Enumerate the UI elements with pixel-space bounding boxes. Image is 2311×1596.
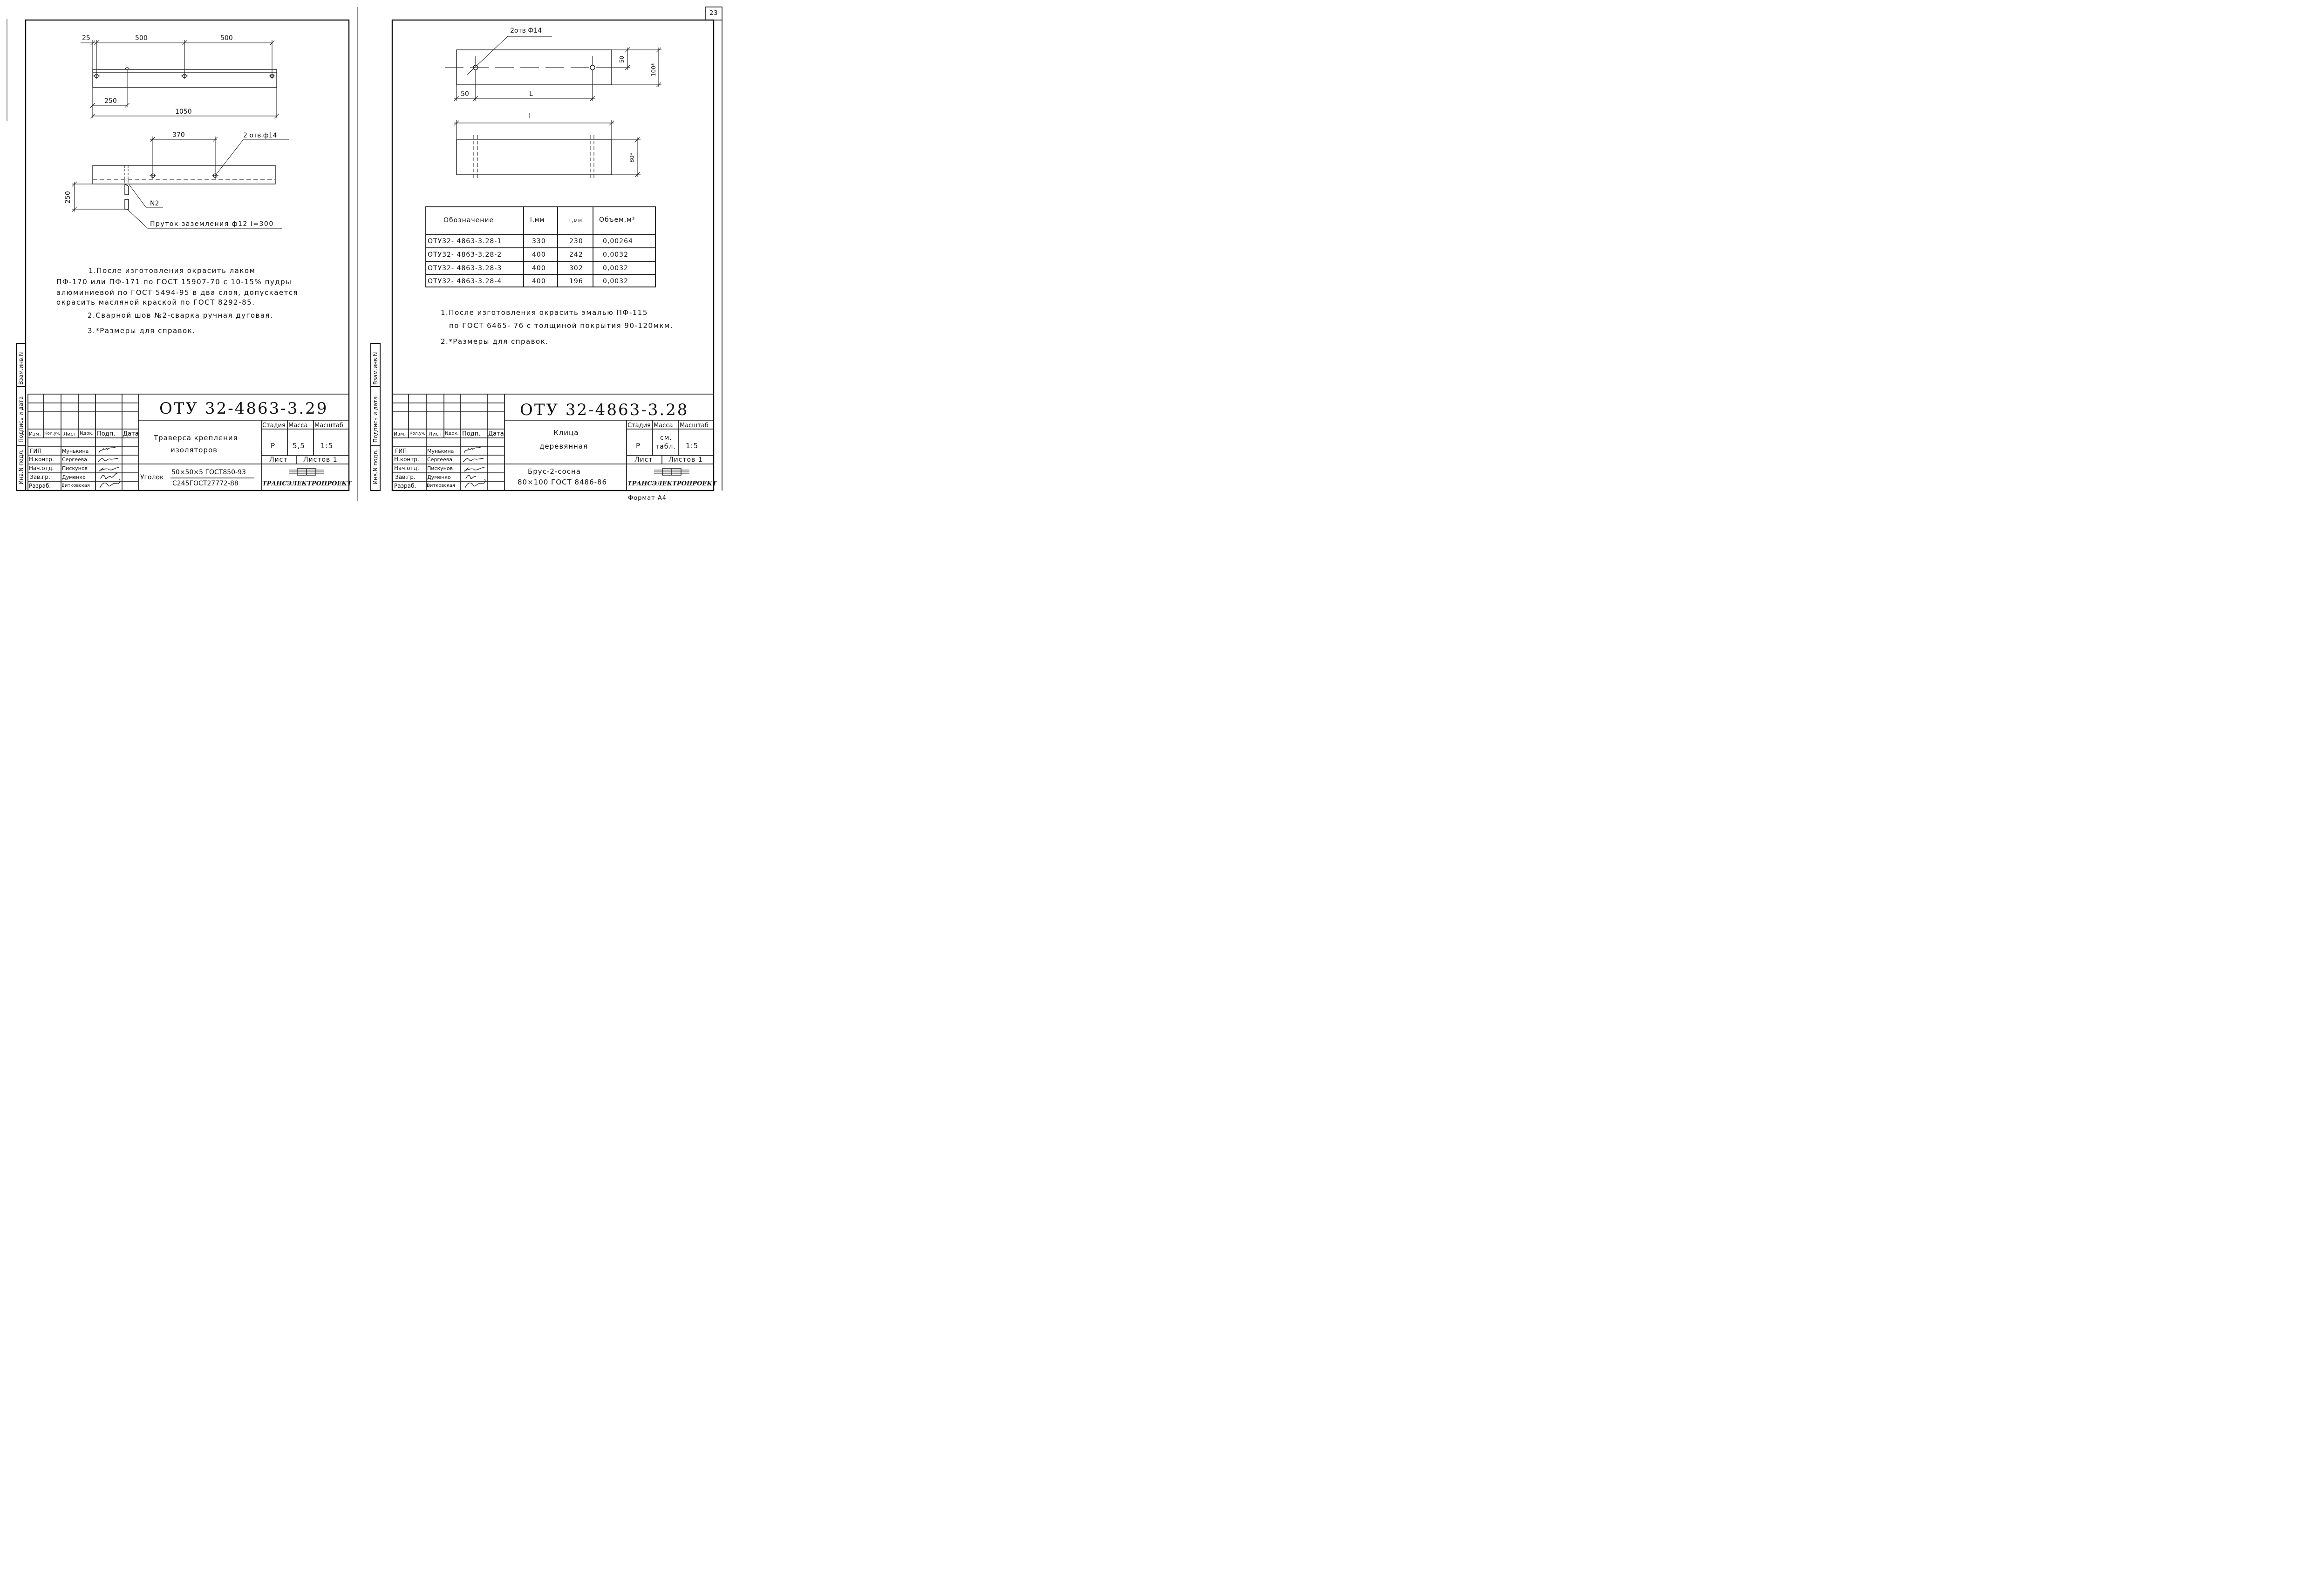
- table-row-3-designation: ОТУ32- 4863-3.28-3: [428, 265, 502, 272]
- dim-500-b: 500: [220, 34, 233, 42]
- mass-line1-right: см.: [660, 434, 672, 442]
- stamp-h-ndok-left: Nдок.: [80, 431, 94, 436]
- title-line2-right: деревянная: [539, 442, 588, 450]
- side-label-vzam-left: Взам.инв.N: [18, 352, 24, 385]
- label-weld-n2: N2: [150, 200, 159, 207]
- table-header-l: l,мм: [530, 217, 545, 224]
- material-line1-right: Брус-2-сосна: [528, 467, 581, 476]
- label-grounding-rod: Пруток заземления ф12 l=300: [150, 220, 274, 228]
- stamp-h-izm-right: Изм.: [394, 431, 406, 437]
- firm-name-right: ТРАНСЭЛЕКТРОПРОЕКТ: [627, 480, 717, 487]
- table-row-1-L: 230: [569, 238, 583, 245]
- dim-50-horizontal: 50: [461, 90, 469, 98]
- role-4-left: Разраб.: [29, 483, 51, 489]
- side-label-sign-left: Подпись и дата: [18, 396, 24, 443]
- table-row-3-L: 302: [569, 265, 583, 272]
- scale-value-left: 1:5: [320, 442, 334, 450]
- role-4-right: Разраб.: [394, 483, 416, 489]
- table-header-volume: Объем,м³: [599, 216, 635, 224]
- title-line2-left: изоляторов: [170, 446, 218, 454]
- name-2-left: Пискунов: [62, 465, 88, 471]
- col-scale-left: Масштаб: [314, 422, 343, 429]
- name-3-left: Думенко: [62, 474, 86, 480]
- note-1b-left: ПФ-170 или ПФ-171 по ГОСТ 15907-70 с 10-15% пудры: [56, 278, 292, 286]
- signatures-right: [0, 0, 730, 504]
- side-label-inv-right: Инв.N подл.: [372, 449, 379, 484]
- stamp-h-kolu-right: Кол.уч.: [409, 431, 426, 436]
- stamp-h-podp-right: Подп.: [462, 430, 481, 437]
- stage-value-right: Р: [636, 442, 641, 450]
- table-header-L: L,мм: [568, 218, 583, 224]
- note-1a-left: 1.После изготовления окрасить лаком: [89, 266, 256, 275]
- name-2-right: Пискунов: [427, 465, 453, 471]
- note-3-left: 3.*Размеры для справок.: [88, 327, 196, 335]
- col-stage-right: Стадия: [627, 422, 651, 429]
- table-row-4-designation: ОТУ32- 4863-3.28-4: [428, 278, 502, 285]
- role-1-left: Н.контр.: [29, 456, 54, 463]
- dim-1050: 1050: [175, 108, 192, 116]
- dim-L: L: [529, 90, 533, 98]
- label-holes-right: 2отв Ф14: [510, 27, 542, 34]
- table-row-1-designation: ОТУ32- 4863-3.28-1: [428, 238, 502, 245]
- role-2-left: Нач.отд.: [29, 465, 54, 471]
- label-holes-left: 2 отв.ф14: [243, 132, 277, 139]
- mass-value-left: 5,5: [293, 442, 305, 450]
- col-mass-left: Масса: [288, 422, 308, 429]
- table-row-1-volume: 0,00264: [603, 238, 633, 245]
- role-0-right: ГИП: [395, 448, 407, 454]
- stamp-h-list-right: Лист: [429, 431, 442, 437]
- material-line2-right: 80×100 ГОСТ 8486-86: [518, 478, 607, 486]
- note-1a-right: 1.После изготовления окрасить эмалью ПФ-115: [441, 308, 648, 317]
- dim-250: 250: [104, 97, 117, 105]
- firm-name-left: ТРАНСЭЛЕКТРОПРОЕКТ: [262, 480, 352, 487]
- name-4-right: Витковская: [427, 483, 455, 488]
- role-1-right: Н.контр.: [394, 456, 419, 463]
- stage-value-left: Р: [271, 442, 276, 450]
- role-3-right: Зав.гр.: [395, 474, 416, 480]
- dim-100-vertical: 100*: [650, 63, 657, 76]
- material-prefix-left: Уголок: [140, 474, 164, 481]
- table-row-3-volume: 0,0032: [603, 265, 628, 272]
- name-0-left: Мунькина: [62, 448, 89, 454]
- name-1-left: Сергеева: [62, 457, 87, 463]
- mass-line2-right: табл.: [655, 443, 676, 450]
- title-line1-right: Клица: [553, 429, 579, 437]
- sheets-count-left: Листов 1: [303, 456, 338, 464]
- table-row-2-L: 242: [569, 251, 583, 259]
- sheet-label-left: Лист: [269, 456, 288, 464]
- stamp-h-data-left: Дата: [123, 430, 139, 437]
- stamp-h-izm-left: Изм.: [29, 431, 41, 437]
- role-0-left: ГИП: [30, 448, 42, 454]
- table-row-4-volume: 0,0032: [603, 278, 628, 285]
- name-4-left: Витковская: [61, 483, 90, 488]
- name-3-right: Думенко: [427, 474, 451, 480]
- table-row-3-l: 400: [532, 265, 546, 272]
- table-row-4-l: 400: [532, 278, 546, 285]
- doc-code-right: ОТУ 32-4863-3.28: [520, 401, 689, 419]
- dim-80-vertical: 80*: [629, 152, 635, 163]
- stamp-h-podp-left: Подп.: [97, 430, 116, 437]
- dim-500-a: 500: [135, 34, 148, 42]
- sheet-label-right: Лист: [634, 456, 653, 464]
- note-1c-left: алюминиевой по ГОСТ 5494-95 в два слоя, допускается: [56, 288, 299, 297]
- note-2-right: 2.*Размеры для справок.: [441, 337, 549, 346]
- stamp-h-list-left: Лист: [63, 431, 76, 437]
- dim-25: 25: [82, 34, 90, 42]
- note-2-left: 2.Сварной шов №2-сварка ручная дуговая.: [88, 311, 273, 320]
- stamp-h-ndok-right: Nдок.: [445, 431, 459, 436]
- dim-l: l: [528, 113, 530, 120]
- page-number: 23: [709, 10, 718, 17]
- table-row-1-l: 330: [532, 238, 546, 245]
- dim-370: 370: [172, 131, 185, 139]
- name-0-right: Мунькина: [427, 448, 454, 454]
- col-scale-right: Масштаб: [680, 422, 709, 429]
- table-header-designation: Обозначение: [443, 217, 494, 224]
- col-stage-left: Стадия: [262, 422, 286, 429]
- dim-50-vertical: 50: [619, 55, 625, 63]
- note-1b-right: по ГОСТ 6465- 76 с толщиной покрытия 90-120мкм.: [449, 321, 673, 330]
- name-1-right: Сергеева: [427, 457, 452, 463]
- title-line1-left: Траверса крепления: [154, 434, 238, 442]
- note-1d-left: окрасить масляной краской по ГОСТ 8292-85.: [56, 298, 255, 307]
- stamp-h-kolu-left: Кол.уч.: [44, 431, 61, 436]
- col-mass-right: Масса: [654, 422, 673, 429]
- material-line1-left: 50×50×5 ГОСТ850-93: [171, 469, 246, 476]
- format-label: Формат А4: [628, 495, 667, 502]
- role-2-right: Нач.отд.: [394, 465, 419, 471]
- role-3-left: Зав.гр.: [30, 474, 50, 480]
- table-row-2-designation: ОТУ32- 4863-3.28-2: [428, 251, 502, 259]
- side-label-inv-left: Инв.N подл.: [18, 449, 24, 484]
- side-label-vzam-right: Взам.инв.N: [372, 352, 379, 385]
- stamp-h-data-right: Дата: [488, 430, 504, 437]
- scale-value-right: 1:5: [686, 442, 699, 450]
- side-label-sign-right: Подпись и дата: [372, 396, 379, 443]
- doc-code-left: ОТУ 32-4863-3.29: [159, 399, 328, 418]
- table-row-2-l: 400: [532, 251, 546, 259]
- table-row-4-L: 196: [569, 278, 583, 285]
- sheets-count-right: Листов 1: [668, 456, 703, 464]
- material-line2-left: С245ГОСТ27772-88: [172, 480, 239, 487]
- table-row-2-volume: 0,0032: [603, 251, 628, 259]
- dim-250-vertical: 250: [64, 191, 72, 204]
